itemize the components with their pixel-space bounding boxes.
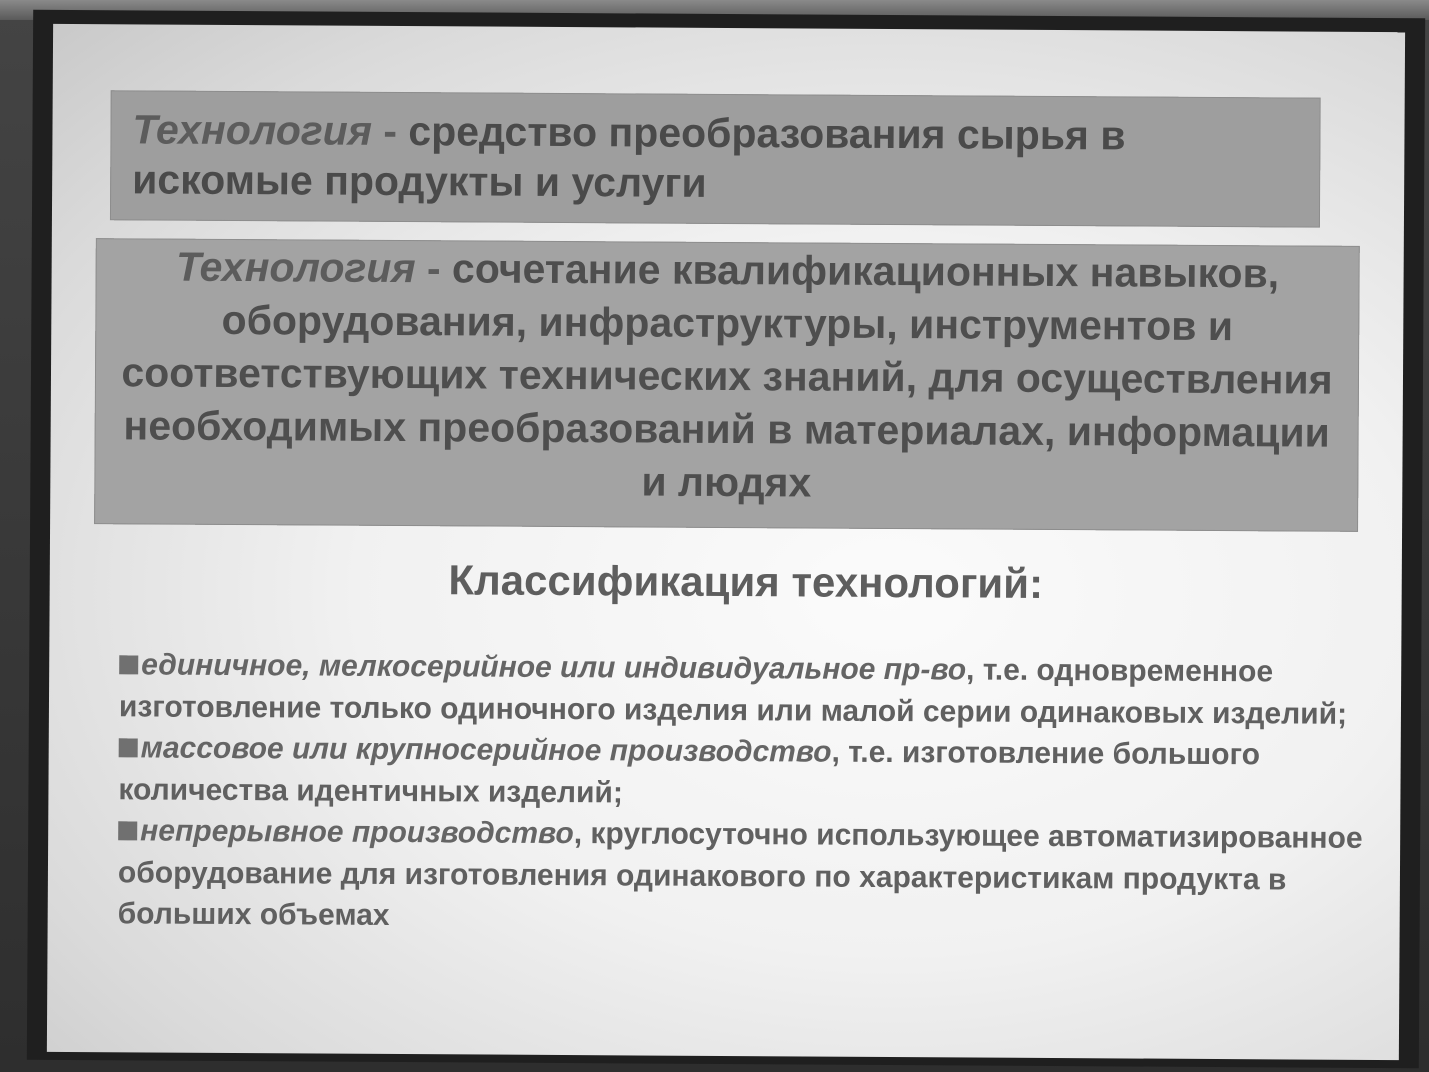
definition-1-term: Технология [132, 106, 373, 154]
definition-box-1 [110, 90, 1321, 227]
bullet-emphasis: массовое или крупносерийное производство [140, 731, 832, 769]
definition-2-term: Технология [175, 243, 416, 292]
definition-2-text: сочетание квалификационных навыков, оборудования, инфраструктуры, инструментов и соответствующих технических знаний, для осуществления необходимых преобразований в материалах, информации и людях [121, 245, 1333, 506]
list-item [118, 810, 1369, 942]
classification-list [118, 644, 1370, 942]
bullet-text: , т.е. одновременное изготовление только одиночного изделия или малой серии одинаковых изделий; [118, 653, 1348, 731]
list-item [118, 727, 1368, 818]
bullet-text: , т.е. изготовление большого количества идентичных изделий; [118, 735, 1261, 809]
list-item [119, 644, 1369, 735]
square-bullet-icon [119, 738, 138, 757]
bullet-emphasis: единичное, мелкосерийное или индивидуальное пр-во [141, 648, 967, 687]
projection-screen-frame [27, 10, 1425, 1068]
definition-1-text: средство преобразования сырья в искомые продукты и услуги [132, 108, 1126, 206]
projection-screen [47, 24, 1405, 1060]
square-bullet-icon [119, 655, 138, 674]
definition-box-2 [94, 238, 1360, 532]
square-bullet-icon [118, 821, 137, 840]
classification-title: Классификация технологий: [448, 556, 1044, 607]
definition-2-dash: - [415, 245, 453, 292]
definition-1-dash: - [371, 107, 409, 155]
bullet-emphasis: непрерывное производство [140, 814, 574, 851]
bullet-text: , круглосуточно использующее автоматизированное оборудование для изготовления одинакового по характеристикам продукта в больших объемах [117, 817, 1363, 932]
